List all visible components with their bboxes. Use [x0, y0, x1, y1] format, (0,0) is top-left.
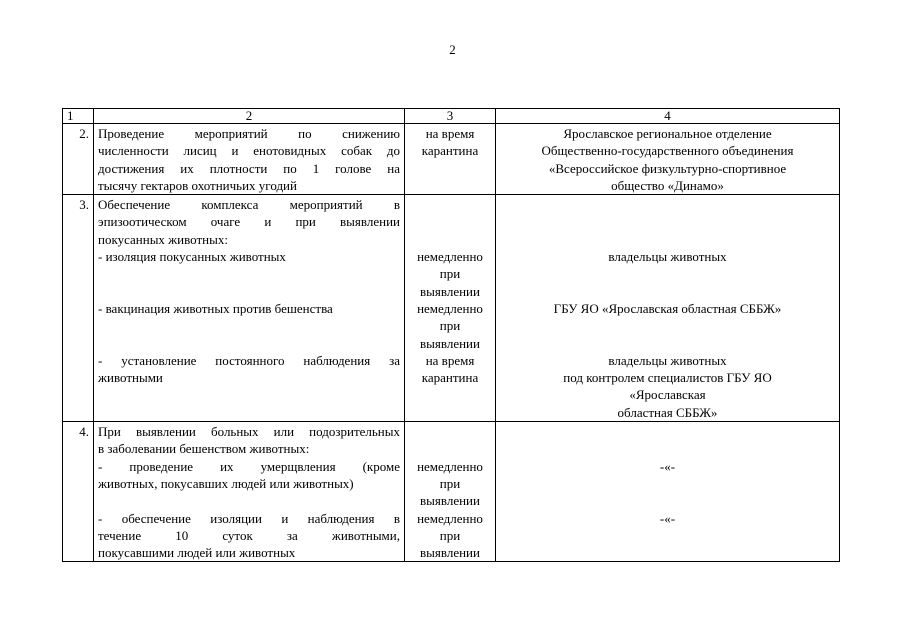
spacer: [500, 492, 835, 509]
duration-line: немедленно: [417, 510, 483, 526]
spacer: [98, 492, 400, 509]
duration-line: карантина: [421, 143, 479, 159]
spacer: [500, 317, 835, 334]
spacer: [500, 213, 835, 230]
measure-line: эпизоотическом очаге и при выявлении: [98, 214, 400, 230]
measure-line: тысячу гектаров охотничьих угодий: [98, 177, 297, 193]
responsible-line: владельцы животных: [608, 249, 727, 265]
spacer: [98, 317, 400, 334]
measure-item: - вакцинация животных против бешенства: [98, 300, 333, 316]
duration-line: выявлении: [420, 283, 480, 299]
responsible-line: областная СББЖ»: [617, 404, 718, 420]
responsible-line: «Всероссийское физкультурно-спортивное: [548, 160, 787, 176]
responsible-line: общество «Динамо»: [611, 177, 724, 193]
measure-line: Проведение мероприятий по снижению: [98, 126, 400, 141]
spacer: [500, 231, 835, 248]
measure-line: достижения их плотности по 1 голове на: [98, 160, 400, 176]
duration-line: на время: [425, 352, 475, 368]
responsible-cell: [496, 422, 840, 562]
spacer: [500, 440, 835, 457]
responsible-line: владельцы животных: [608, 352, 727, 368]
table-row-2: [63, 124, 840, 195]
spacer: [500, 265, 835, 282]
spacer: [500, 475, 835, 492]
responsible-line: -«-: [659, 458, 676, 474]
duration-cell: [405, 422, 496, 562]
measure-item: - проведение их умерщвления (кроме: [98, 458, 400, 474]
measure-line: При выявлении больных или подозрительных: [98, 424, 400, 440]
responsible-line: Ярославское региональное отделение: [563, 126, 772, 141]
spacer: [409, 213, 491, 230]
duration-line: при: [439, 527, 461, 543]
measure-line: животных, покусавших людей или животных): [98, 475, 354, 491]
measure-line: покусанных животных:: [98, 231, 228, 247]
duration-line: немедленно: [417, 300, 483, 316]
spacer: [98, 283, 400, 300]
duration-line: при: [439, 266, 461, 282]
row-number: 3.: [63, 195, 94, 422]
responsible-line: под контролем специалистов ГБУ ЯО: [563, 370, 772, 386]
spacer: [98, 335, 400, 352]
responsible-cell: [496, 124, 840, 195]
duration-line: при: [439, 475, 461, 491]
responsible-line: ГБУ ЯО «Ярославская областная СББЖ»: [553, 300, 782, 316]
page-number: 2: [449, 42, 456, 57]
measure-line: течение 10 суток за животными,: [98, 527, 400, 543]
measure-item: - обеспечение изоляции и наблюдения в: [98, 510, 400, 526]
table-row-3: [63, 195, 840, 422]
spacer: [500, 196, 835, 213]
measure-line: в заболевании бешенством животных:: [98, 441, 310, 457]
duration-line: выявлении: [420, 545, 480, 561]
row-number: 4.: [63, 422, 94, 562]
duration-line: выявлении: [420, 335, 480, 351]
measure-item: - установление постоянного наблюдения за: [98, 352, 400, 368]
header-col-3: 3: [405, 109, 496, 124]
duration-line: карантина: [421, 370, 479, 386]
spacer: [98, 265, 400, 282]
duration-line: на время: [425, 126, 475, 141]
measure-cell: [94, 422, 405, 562]
duration-cell: [405, 124, 496, 195]
measure-item: - изоляция покусанных животных: [98, 249, 286, 265]
spacer: [409, 231, 491, 248]
responsible-line: «Ярославская: [629, 387, 706, 403]
measure-cell: [94, 195, 405, 422]
measure-line: покусавшими людей или животных: [98, 545, 296, 561]
spacer: [409, 423, 491, 440]
measure-line: Обеспечение комплекса мероприятий в: [98, 197, 400, 213]
spacer: [409, 440, 491, 457]
duration-line: выявлении: [420, 493, 480, 509]
table-row-4: [63, 422, 840, 562]
duration-line: при: [439, 318, 461, 334]
row-number: 2.: [63, 124, 94, 195]
duration-line: немедленно: [417, 249, 483, 265]
duration-cell: [405, 195, 496, 422]
spacer: [409, 196, 491, 213]
measure-line: животными: [98, 370, 163, 386]
table-header-row: [63, 109, 840, 124]
spacer: [500, 423, 835, 440]
header-col-2: 2: [94, 109, 405, 124]
header-col-4: 4: [496, 109, 840, 124]
duration-line: немедленно: [417, 458, 483, 474]
measure-line: численности лисиц и енотовидных собак до: [98, 143, 400, 159]
responsible-line: -«-: [659, 510, 676, 526]
measure-cell: [94, 124, 405, 195]
header-col-1: 1: [63, 109, 94, 124]
measures-table: [62, 108, 840, 562]
spacer: [500, 283, 835, 300]
responsible-cell: [496, 195, 840, 422]
spacer: [500, 335, 835, 352]
responsible-line: Общественно-государственного объединения: [541, 143, 794, 159]
